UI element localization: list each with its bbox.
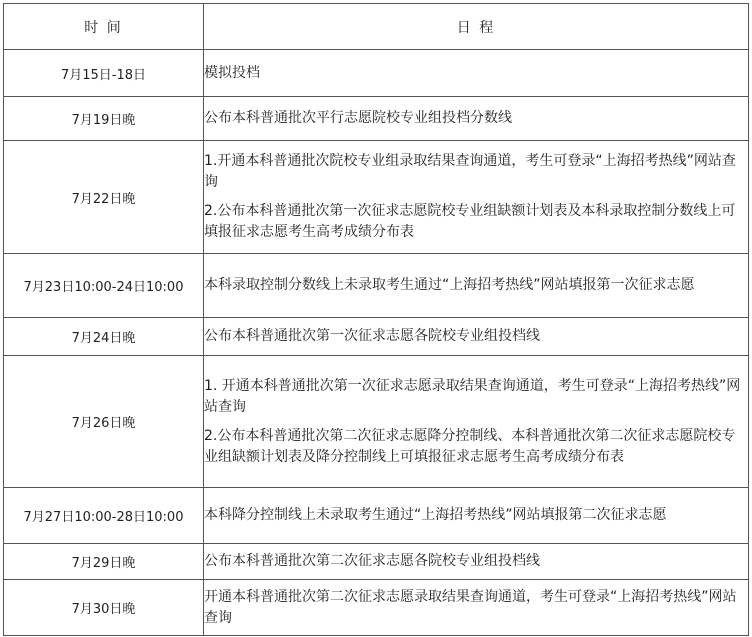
row-schedule [204, 318, 749, 356]
row-schedule [204, 254, 749, 318]
schedule-item: 2.公布本科普通批次第二次征求志愿降分控制线、本科普通批次第二次征求志愿院校专业组缺额计划表及降分控制线上可填报征求志愿考生高考成绩分布表 [204, 427, 736, 465]
table-row [4, 580, 749, 636]
row-time: 7月22日晚 [4, 141, 204, 254]
row-time: 7月19日晚 [4, 97, 204, 141]
table-row [4, 356, 749, 488]
row-time: 7月15日-18日 [4, 50, 204, 97]
row-schedule [204, 488, 749, 544]
header-time: 时 间 [4, 4, 204, 50]
schedule-item: 模拟投档 [204, 64, 260, 81]
row-time: 7月29日晚 [4, 544, 204, 580]
row-time: 7月27日10:00-28日10:00 [4, 488, 204, 544]
row-schedule [204, 356, 749, 488]
header-row [4, 4, 749, 50]
schedule-item: 1. 开通本科普通批次第一次征求志愿录取结果查询通道，考生可登录“上海招考热线”网站查询 [204, 377, 741, 415]
table-row [4, 97, 749, 141]
schedule-item: 2.公布本科普通批次第一次征求志愿院校专业组缺额计划表及本科录取控制分数线上可填报征求志愿考生高考成绩分布表 [204, 203, 736, 240]
schedule-item: 本科降分控制线上未录取考生通过“上海招考热线”网站填报第二次征求志愿 [204, 507, 667, 523]
row-time: 7月26日晚 [4, 356, 204, 488]
schedule-item: 公布本科普通批次平行志愿院校专业组投档分数线 [204, 110, 512, 126]
table-row [4, 50, 749, 97]
schedule-item: 本科录取控制分数线上未录取考生通过“上海招考热线”网站填报第一次征求志愿 [204, 277, 695, 293]
table-row [4, 488, 749, 544]
row-schedule [204, 544, 749, 580]
schedule-item: 公布本科普通批次第二次征求志愿各院校专业组投档线 [204, 553, 540, 569]
row-time: 7月30日晚 [4, 580, 204, 636]
table-row [4, 318, 749, 356]
table-row [4, 254, 749, 318]
table-row [4, 544, 749, 580]
row-schedule [204, 50, 749, 97]
row-time: 7月23日10:00-24日10:00 [4, 254, 204, 318]
schedule-table [3, 3, 749, 636]
row-schedule [204, 580, 749, 636]
row-schedule [204, 141, 749, 254]
header-schedule: 日 程 [204, 4, 749, 50]
row-schedule [204, 97, 749, 141]
schedule-item: 1.开通本科普通批次院校专业组录取结果查询通道，考生可登录“上海招考热线”网站查询 [204, 153, 736, 190]
row-time: 7月24日晚 [4, 318, 204, 356]
table-row [4, 141, 749, 254]
schedule-item: 公布本科普通批次第一次征求志愿各院校专业组投档线 [204, 328, 540, 344]
schedule-item: 开通本科普通批次第二次征求志愿录取结果查询通道，考生可登录“上海招考热线”网站查询 [204, 588, 737, 626]
